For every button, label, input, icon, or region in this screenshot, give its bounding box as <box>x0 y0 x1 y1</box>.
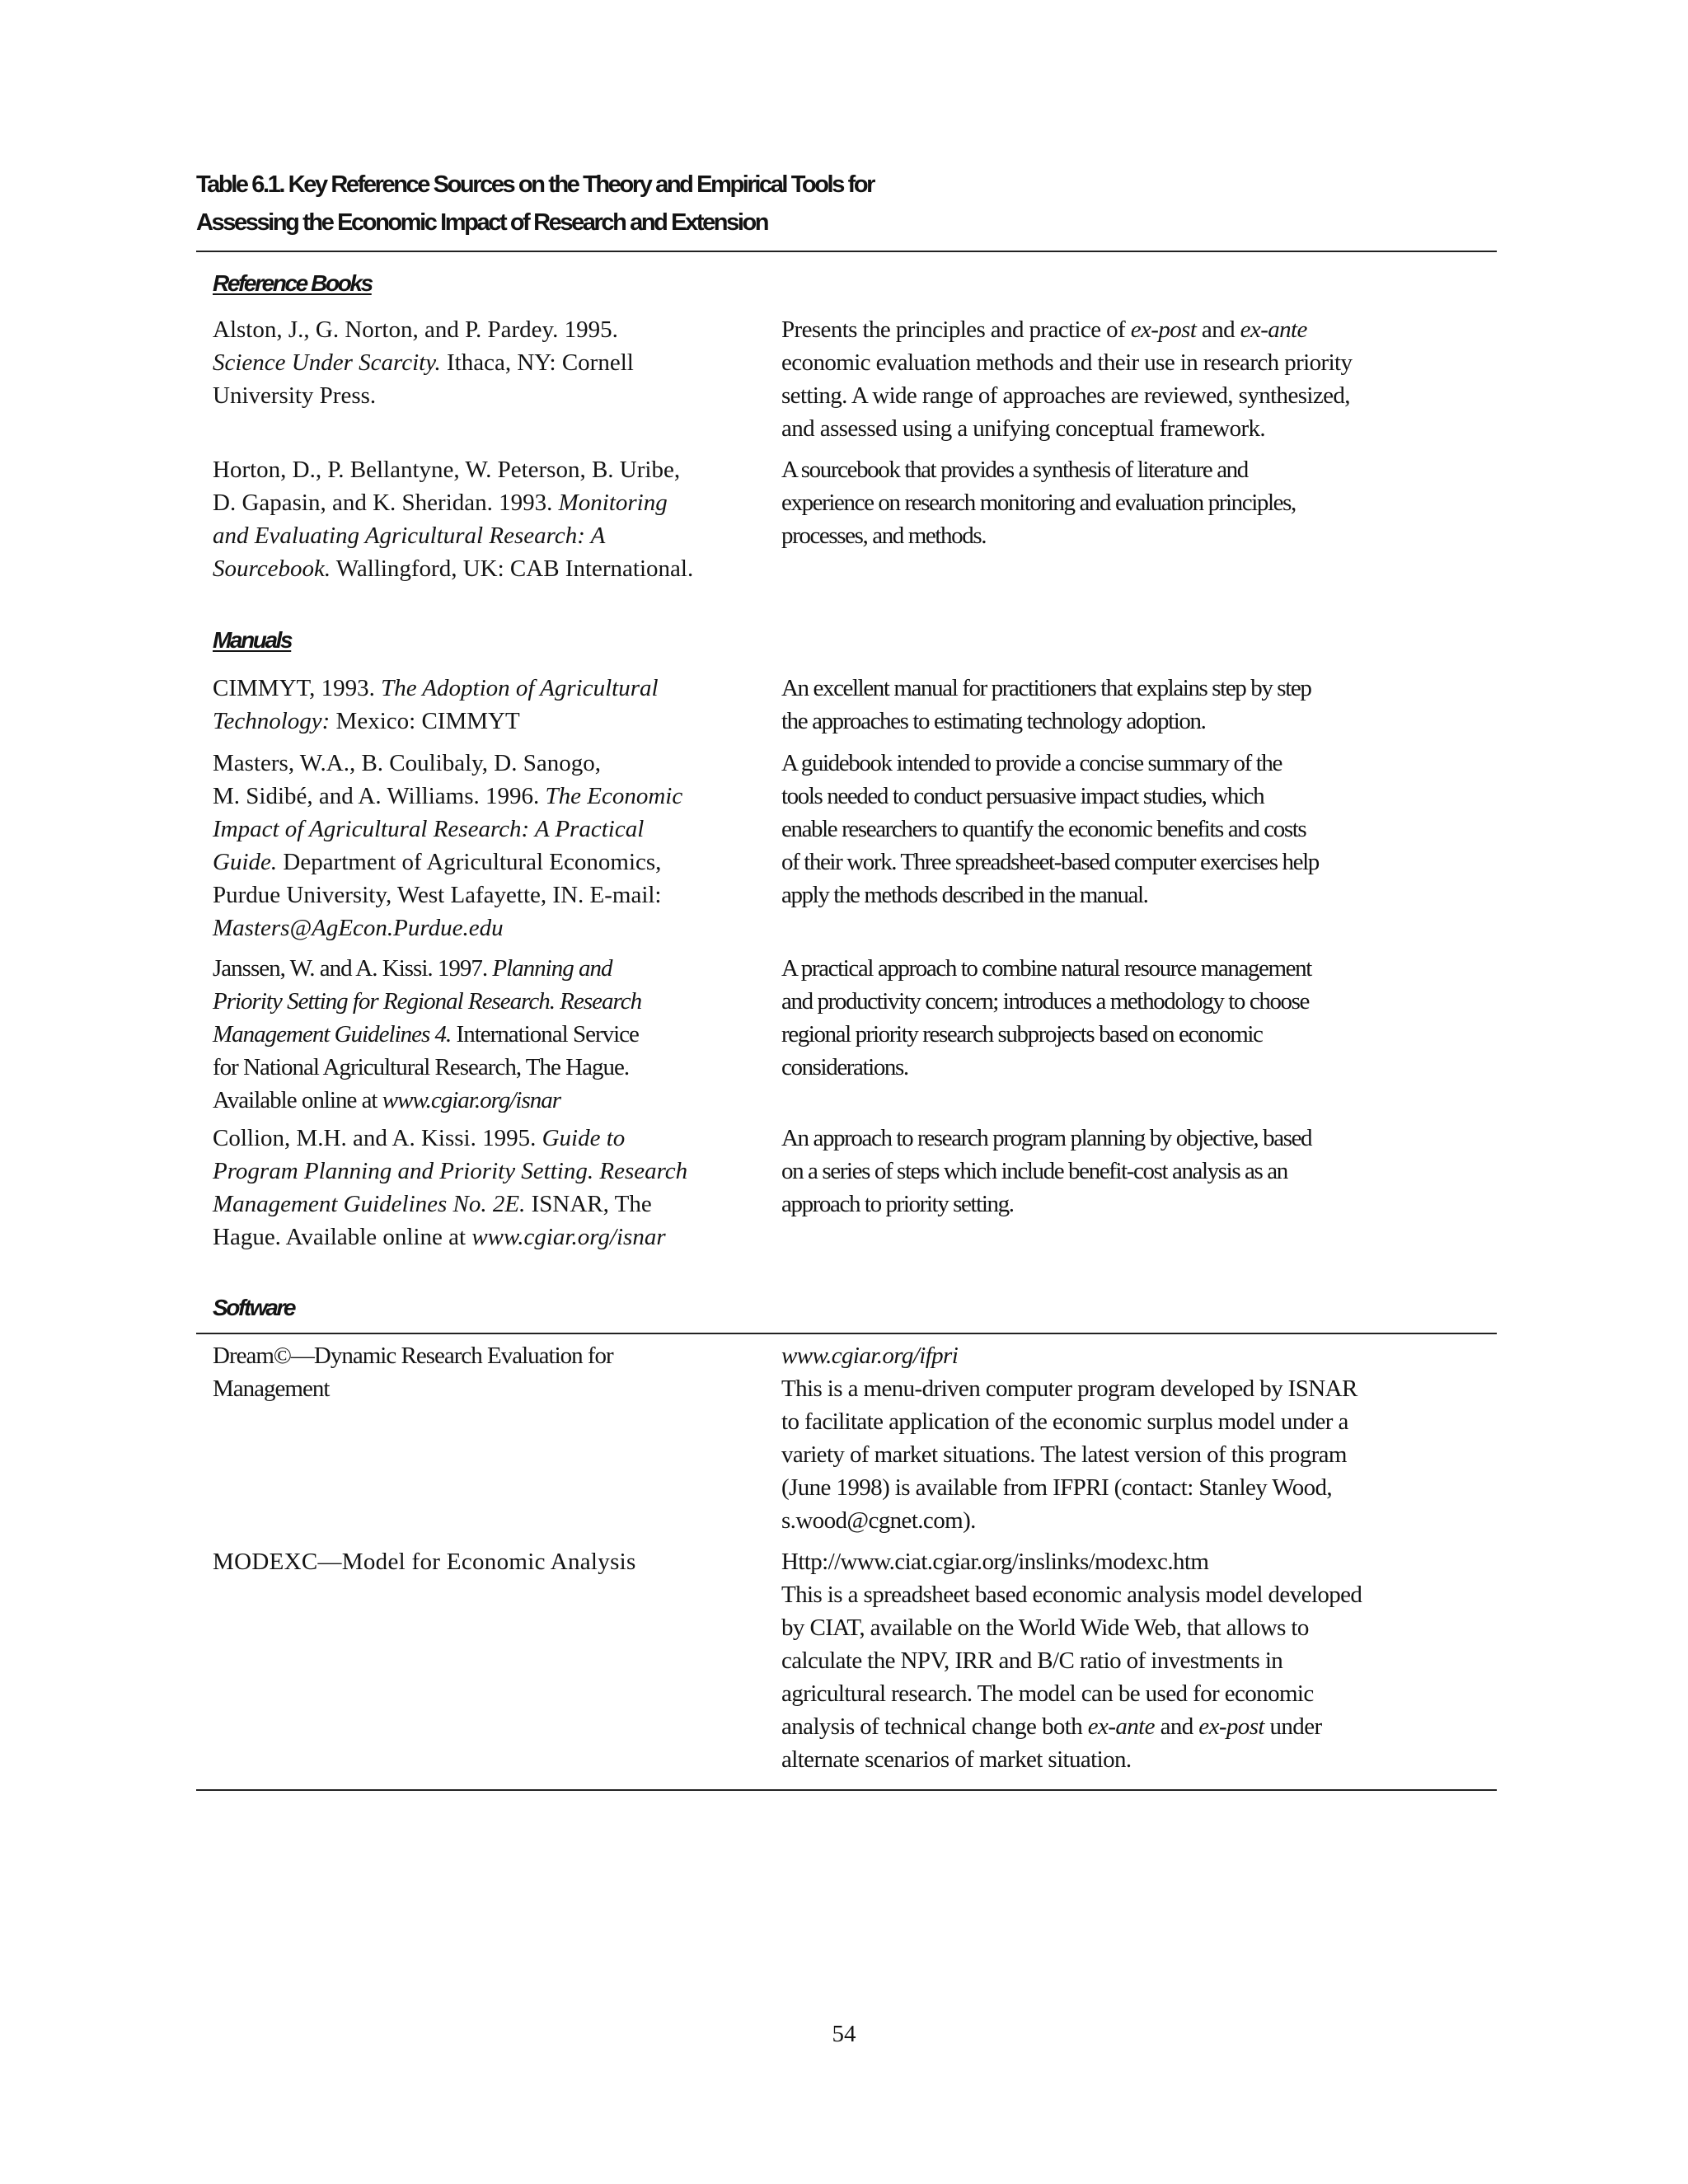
description-cimmyt: An excellent manual for practitioners that explains step by step the approaches to estimating technology adoption. <box>781 675 1311 734</box>
caption-line-2: Assessing the Economic Impact of Research and Extension <box>196 209 768 236</box>
reference-modexc: MODEXC—Model for Economic Analysis <box>213 1549 636 1575</box>
reference-cimmyt: CIMMYT, 1993. The Adoption of Agricultural Technology: Mexico: CIMMYT <box>213 675 659 734</box>
section-heading-software: Software <box>213 1295 295 1320</box>
bottom-rule <box>196 1789 1497 1791</box>
description-masters: A guidebook intended to provide a concise summary of the tools needed to conduct persuasive impact studies, which enable researchers to quantify the economic benefits and costs of their work. Three spreadsheet-based computer exercises help apply the methods described in the manual. <box>781 750 1319 908</box>
description-dream: www.cgiar.org/ifpri This is a menu-driven computer program developed by ISNAR to facilitate application of the economic surplus model under a variety of market situations. The latest version of this program (June 1998) is available from IFPRI (contact: Stanley Wood, s.wood@cgnet.com). <box>781 1343 1357 1534</box>
description-janssen: A practical approach to combine natural resource management and productivity concern; introduces a methodology to choose regional priority research subprojects based on economic considerations. <box>781 955 1311 1080</box>
reference-alston: Alston, J., G. Norton, and P. Pardey. 1995. Science Under Scarcity. Ithaca, NY: Cornell University Press. <box>213 316 634 409</box>
section-heading-reference-books: Reference Books <box>213 270 372 296</box>
description-modexc: Http://www.ciat.cgiar.org/inslinks/modexc.htm This is a spreadsheet based economic analysis model developed by CIAT, available on the World Wide Web, that allows to calculate the NPV, IRR and B/C ratio of investments in agricultural research. The model can be used for economic analysis of technical change both ex-ante and ex-post under alternate scenarios of market situation. <box>781 1549 1362 1773</box>
reference-masters: Masters, W.A., B. Coulibaly, D. Sanogo, M. Sidibé, and A. Williams. 1996. The Economic Impact of Agricultural Research: A Practical Guide. Department of Agricultural Economics, Purdue University, West Lafayette, IN. E-mail: Masters@AgEcon.Purdue.edu <box>213 750 683 941</box>
top-rule <box>196 251 1497 252</box>
description-alston: Presents the principles and practice of ex-post and ex-ante economic evaluation methods and their use in research priority setting. A wide range of approaches are reviewed, synthesized, and assessed using a unifying conceptual framework. <box>781 316 1353 442</box>
reference-dream: Dream©—Dynamic Research Evaluation for Management <box>213 1343 613 1402</box>
table-caption <box>196 166 1350 241</box>
reference-collion: Collion, M.H. and A. Kissi. 1995. Guide to Program Planning and Priority Setting. Research Management Guidelines No. 2E. ISNAR, The Hague. Available online at www.cgiar.org/isnar <box>213 1125 688 1250</box>
page-number: 54 <box>832 2021 856 2047</box>
caption-line-1: Table 6.1. Key Reference Sources on the Theory and Empirical Tools for <box>196 171 874 198</box>
reference-janssen: Janssen, W. and A. Kissi. 1997. Planning and Priority Setting for Regional Research. Research Management Guidelines 4. International Service for National Agricultural Research, The Hague. Available online at www.cgiar.org/isnar <box>213 955 642 1113</box>
section-heading-manuals: Manuals <box>213 627 292 653</box>
description-horton: A sourcebook that provides a synthesis of literature and experience on research monitoring and evaluation principles, processes, and methods. <box>781 457 1296 549</box>
description-collion: An approach to research program planning by objective, based on a series of steps which include benefit-cost analysis as an approach to priority setting. <box>781 1125 1312 1217</box>
software-rule <box>196 1333 1497 1334</box>
reference-horton: Horton, D., P. Bellantyne, W. Peterson, B. Uribe, D. Gapasin, and K. Sheridan. 1993. Monitoring and Evaluating Agricultural Research: A Sourcebook. Wallingford, UK: CAB International. <box>213 457 694 582</box>
